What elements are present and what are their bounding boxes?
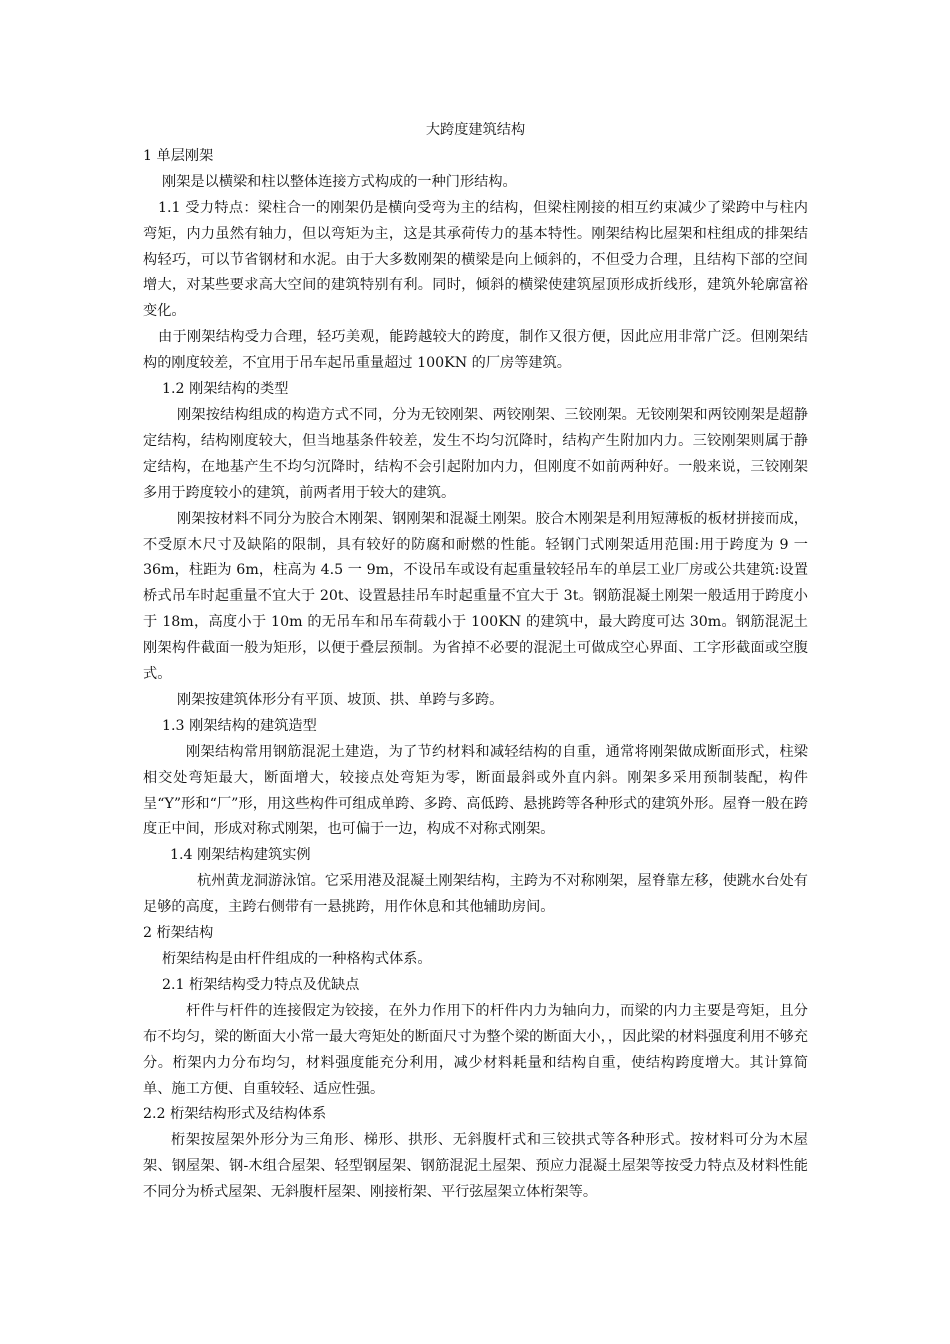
paragraph: 杭州黄龙洞游泳馆。它采用港及混凝土刚架结构，主跨为不对称刚架，屋脊靠左移，使跳水台处有足够的高度，主跨右侧带有一悬挑跨，用作休息和其他辅助房间。 xyxy=(143,873,808,916)
section-heading: 2.1 桁架结构受力特点及优缺点 xyxy=(162,976,360,993)
section-heading: 1 单层刚架 xyxy=(143,147,214,164)
paragraph: 刚架按建筑体形分有平顶、坡顶、拱、单跨与多跨。 xyxy=(177,691,504,708)
section-heading: 1.4 刚架结构建筑实例 xyxy=(170,847,311,864)
section-heading: 2 桁架结构 xyxy=(143,925,214,942)
paragraph: 刚架按材料不同分为胶合木刚架、钢刚架和混凝土刚架。胶合木刚架是利用短薄板的板材拼接而成，不受原木尺寸及缺陷的限制，具有较好的防腐和耐燃的性能。轻钢门式刚架适用范围:用于跨度为 9 一 36m，柱距为 6m，柱高为 4.5 一 9m，不设吊车或设有起重量较轻吊车的单层工业厂房或公共建筑:设置桥式吊车时起重量不宜大于 20t、设置悬挂吊车时起重量不宜大于 3t。钢筋混凝土刚架一般适用于跨度小于 18m，高度小于 10m 的无吊车和吊车荷载小于 100KN 的建筑中，最大跨度可达 30m。钢筋混泥土刚架构件截面一般为矩形，以便于叠层预制。为省掉不必要的混泥土可做成空心界面、工字形截面或空腹式。 xyxy=(143,510,808,683)
paragraph: 刚架按结构组成的构造方式不同，分为无铰刚架、两铰刚架、三铰刚架。无铰刚架和两铰刚架是超静定结构，结构刚度较大，但当地基条件较差，发生不均匀沉降时，结构产生附加内力。三铰刚架则属于静定结构，在地基产生不均匀沉降时，结构不会引起附加内力，但刚度不如前两种好。一般来说，三铰刚架多用于跨度较小的建筑，前两者用于较大的建筑。 xyxy=(143,406,808,501)
paragraph: 刚架结构常用钢筋混泥土建造，为了节约材料和减轻结构的自重，通常将刚架做成断面形式，柱梁相交处弯矩最大，断面增大，较接点处弯矩为零，断面最斜或外直内斜。刚架多采用预制装配，构件呈“Y”形和“厂”形，用这些构件可组成单跨、多跨、高低跨、悬挑跨等各种形式的建筑外形。屋脊一般在跨度正中间，形成对称式刚架，也可偏于一边，构成不对称式刚架。 xyxy=(143,743,808,838)
paragraph: 桁架结构是由杆件组成的一种格构式体系。 xyxy=(162,951,432,967)
section-heading: 1.3 刚架结构的建筑造型 xyxy=(162,717,317,734)
paragraph: 桁架按屋架外形分为三角形、梯形、拱形、无斜腹杆式和三铰拱式等各种形式。按材料可分为木屋架、钢屋架、钢-木组合屋架、轻型钢屋架、钢筋混泥土屋架、预应力混凝土屋架等按受力特点及材料性能不同分为桥式屋架、无斜腹杆屋架、刚接桁架、平行弦屋架立体桁架等。 xyxy=(143,1132,808,1201)
document-page xyxy=(143,118,808,1206)
paragraph: 由于刚架结构受力合理，轻巧美观，能跨越较大的跨度，制作又很方便，因此应用非常广泛。但刚架结构的刚度较差，不宜用于吊车起吊重量超过 100KN 的厂房等建筑。 xyxy=(143,329,808,372)
document-title: 大跨度建筑结构 xyxy=(425,122,526,138)
document-body xyxy=(143,144,808,1206)
paragraph: 1.1 受力特点：梁柱合一的刚架仍是横向受弯为主的结构，但梁柱刚接的相互约束减少了梁跨中与柱内弯矩，内力虽然有轴力，但以弯矩为主，这是其承荷传力的基本特性。刚架结构比屋架和柱组成的排架结构轻巧，可以节省钢材和水泥。由于大多数刚架的横梁是向上倾斜的，不但受力合理，且结构下部的空间增大，对某些要求高大空间的建筑特别有利。同时，倾斜的横梁使建筑屋顶形成折线形，建筑外轮廓富裕变化。 xyxy=(143,199,808,320)
paragraph: 杆件与杆件的连接假定为铰接，在外力作用下的杆件内力为轴向力，而梁的内力主要是弯矩，且分布不均匀，梁的断面大小常一最大弯矩处的断面尺寸为整个梁的断面大小，，因此梁的材料强度利用不够充分。桁架内力分布均匀，材料强度能充分利用，减少材料耗量和结构自重，使结构跨度增大。其计算简单、施工方便、自重较轻、适应性强。 xyxy=(143,1002,808,1097)
section-heading: 1.2 刚架结构的类型 xyxy=(162,381,289,398)
section-heading: 2.2 桁架结构形式及结构体系 xyxy=(143,1106,327,1123)
paragraph: 刚架是以横梁和柱以整体连接方式构成的一种门形结构。 xyxy=(162,173,517,190)
